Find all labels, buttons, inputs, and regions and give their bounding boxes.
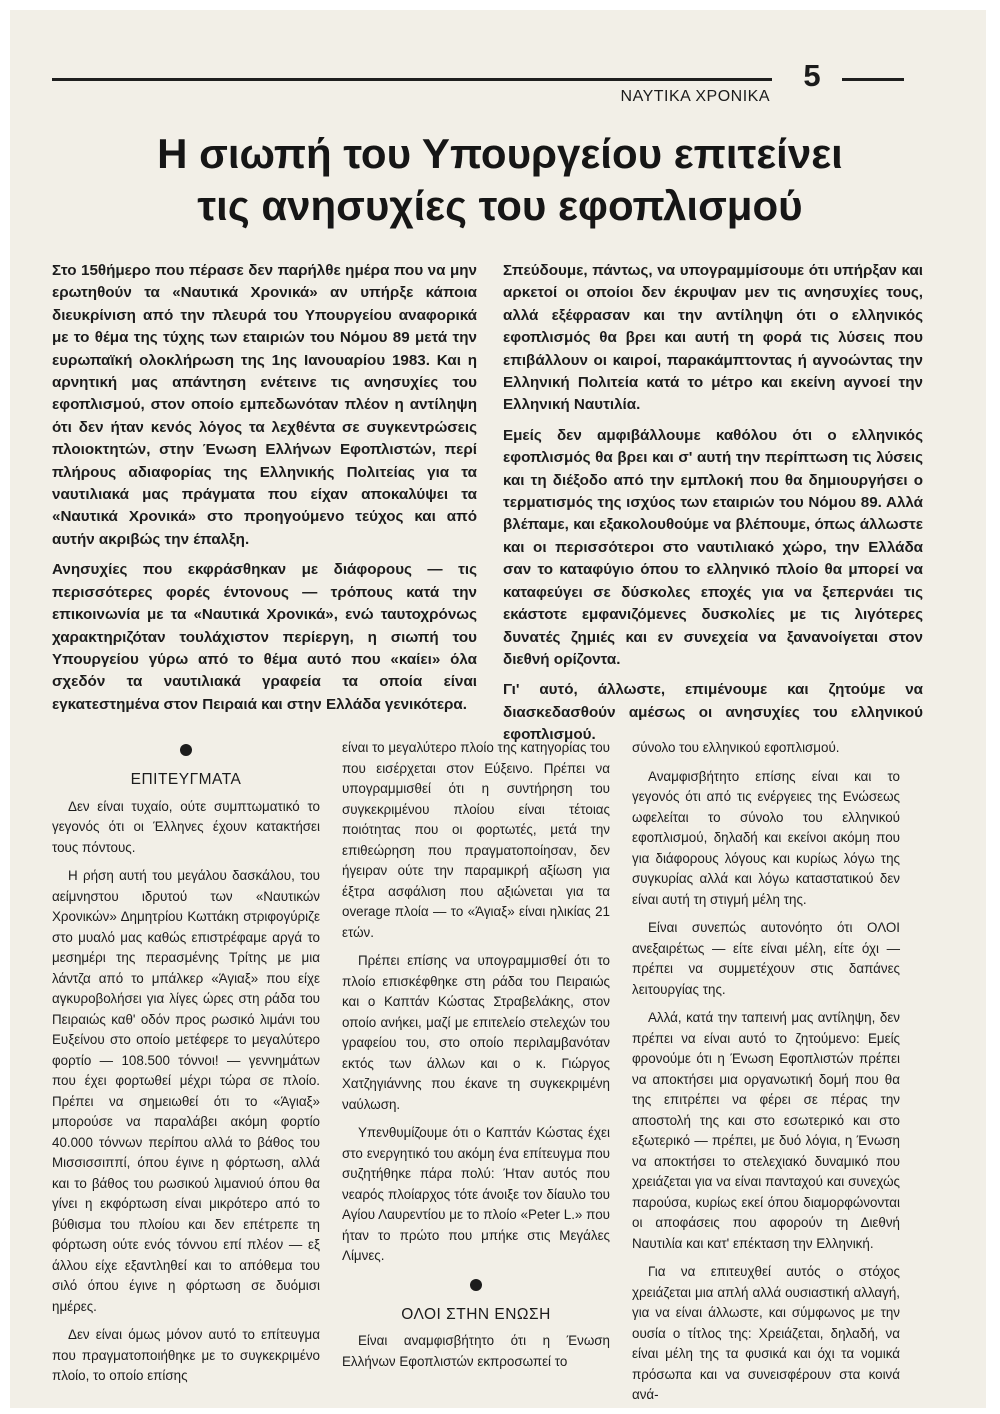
column-2-paragraph: Πρέπει επίσης να υπογραμμισθεί ότι το πλοίο επισκέφθηκε στη ράδα του Πειραιώς και ο Καπτάν Κώστας Στραβελάκης, στον οποίο ανήκει, μαζί με επιτελείο στελεχών του γραφείου του, στο οποίο περιλαμβανόταν εκτός των άλλων και ο κ. Γιώργος Χατζηγιάννης που έκανε τη συγκεκριμένη ναύλωση. — [342, 953, 610, 1112]
section-heading-all-in-union: ΟΛΟΙ ΣΤΗΝ ΕΝΩΣΗ — [401, 1305, 551, 1323]
headline-line-1: Η σιωπή του Υπουργείου επιτείνει — [157, 130, 843, 177]
column-3-paragraph: σύνολο του ελληνικού εφοπλισμού. — [632, 740, 840, 755]
column-2-paragraph: Είναι αναμφισβήτητο ότι η Ένωση Ελλήνων Εφοπλιστών εκπροσωπεί το — [342, 1333, 610, 1369]
column-3-paragraph: Αναμφισβήτητο επίσης είναι και το γεγονός ότι από τις ενέργειες της Ενώσεως ωφελείται το σύνολο του ελληνικού εφοπλισμού, δηλαδή και εκείνοι ακόμη που για διάφορους λόγους και κυρίως λόγω της συγκυρίας αλλά και λόγω καταστατικού δεν είναι αυτή τη στιγμή μέλη της. — [632, 768, 900, 907]
article-headline — [60, 128, 940, 232]
intro-left-paragraph: Ανησυχίες που εκφράσθηκαν με διάφορους — τις περισσότερες φορές έντονους — τρόπους κατά την επικοινωνία με τα «Ναυτικά Χρονικά», ενώ ταυτοχρόνως χαρακτηριζόταν τουλάχιστον περίεργη, η σιωπή του Υπουργείου γύρω από το θέμα αυτό που «καίει» όλα σχεδόν τα ναυτιλιακά γραφεία τα οποία είναι εγκατεστημένα στον Πειραιά και στην Ελλάδα γενικότερα. — [52, 561, 477, 713]
intro-column-right — [503, 260, 923, 755]
masthead-rule-right — [842, 78, 904, 81]
intro-right-paragraph: Σπεύδουμε, πάντως, να υπογραμμίσουμε ότι υπήρξαν και αρκετοί οι οποίοι δεν έκρυψαν μεν τις ανησυχίες τους, αλλά εξέφρασαν και την αντίληψη ότι ο ελληνικός εφοπλισμός θα βρει και αυτή τη φορά τις λύσεις που επιβάλλουν οι καιροί, παρακάμπτοντας ή αγνοώντας την Ελληνική Πολιτεία κατά το μέτρο και εκείνη αγνοεί την Ελληνική Ναυτιλία. — [503, 262, 923, 414]
intro-left-paragraph: Στο 15θήμερο που πέρασε δεν παρήλθε ημέρα που να μην ερωτηθούν τα «Ναυτικά Χρονικά» αν υπήρξε κάποια διευκρίνιση από την πλευρά του Υπουργείου αναφορικά με το θέμα της τύχης των εταιριών του Νόμου 89 μετά την ευρωπαϊκή ολοκλήρωση της 1ης Ιανουαρίου 1983. Και η αρνητική μας απάντηση ενέτεινε τις ανησυχίες του εφοπλισμού, στον οποίο εμπεδωνόταν πλέον η αντίληψη ότι δεν ήταν κενός λόγος τα λεχθέντα σε συγκεντρώσεις πλοιοκτητών, στην Ένωση Ελλήνων Εφοπλιστών, περί πλήρους αδιαφορίας της Ελληνικής Πολιτείας για τα ναυτιλιακά μας πράγματα που είχαν αποκαλύψει τα «Ναυτικά Χρονικά» στο προηγούμενο τεύχος και από αυτήν ακριβώς την έπαλξη. — [52, 262, 477, 548]
column-3-paragraph: Αλλά, κατά την ταπεινή μας αντίληψη, δεν πρέπει να είναι αυτό το ζητούμενο: Εμείς φρονούμε ότι η Ένωση Εφοπλιστών πρέπει να αποκτήσει μια οργανωτική δομή που θα της επιτρέπει να φέρει σε πέρας την αποστολή της και στο εσωτερικό και στο εξωτερικό — πρέπει, με δυό λόγια, η Ένωση να αποκτήσει το στελεχιακό δυναμικό που χρειάζεται για να είναι πανταχού και συνεχώς παρούσα, κυρίως εκεί όπου διαμορφώνονται οι αποφάσεις που αφορούν τη Διεθνή Ναυτιλία και κατ' επέκταση την Ελληνική. — [632, 1010, 900, 1251]
column-1-paragraph: Δεν είναι όμως μόνον αυτό το επίτευγμα που πραγματοποιήθηκε με το συγκεκριμένο πλοίο, το οποίο επίσης — [52, 1327, 320, 1383]
column-3-paragraph: Είναι συνεπώς αυτονόητο ότι ΟΛΟΙ ανεξαιρέτως — είτε είναι μέλη, είτε όχι — πρέπει να συμμετέχουν στις δαπάνες λειτουργίας της. — [632, 920, 900, 997]
section-heading-achievements: ΕΠΙΤΕΥΓΜΑΤΑ — [130, 771, 242, 788]
column-2-paragraph: Υπενθυμίζουμε ότι ο Καπτάν Κώστας έχει στο ενεργητικό του ακόμη ένα επίτευγμα που συζητήθηκε πάρα πολύ: Ήταν αυτός που νεαρός πλοίαρχος τότε άνοιξε τον δίαυλο του Αγίου Λαυρεντίου με το πλοίο «Peter L.» που ήταν το πρώτο που μπήκε στις Μεγάλες Λίμνες. — [342, 1125, 610, 1263]
column-3 — [632, 738, 900, 1414]
column-1-paragraph: Δεν είναι τυχαίο, ούτε συμπτωματικό το γεγονός ότι οι Έλληνες έχουν κατακτήσει τους πόντους. — [52, 798, 320, 855]
column-2-paragraph: είναι το μεγαλύτερο πλοίο της κατηγορίας του που εισέρχεται στον Εύξεινο. Πρέπει να υπογραμμισθεί ότι η συντήρηση του συγκεκριμένου πλοίου είναι τέτοιας ποιότητας που οι φορτωτές, μετά την επιθεώρηση που πραγματοποίησαν, δεν ήγειραν ούτε την παραμικρή αξίωση για έξτρα ασφάλιση που αξιώνεται για τα overage πλοία — το «Άγιαξ» είναι ηλικίας 21 ετών. — [342, 740, 610, 940]
column-1 — [52, 738, 320, 1395]
headline-line-2: τις ανησυχίες του εφοπλισμού — [197, 182, 803, 229]
newspaper-name: ΝΑΥΤΙΚΑ ΧΡΟΝΙΚΑ — [620, 88, 770, 105]
intro-right-paragraph: Γι' αυτό, άλλωστε, επιμένουμε και ζητούμε να διασκεδασθούν αμέσως οι ανησυχίες του ελληνικού εφοπλισμού. — [503, 681, 923, 744]
section-bullet — [180, 744, 192, 756]
intro-column-left — [52, 260, 477, 724]
section-bullet — [470, 1279, 482, 1291]
intro-right-paragraph: Εμείς δεν αμφιβάλλουμε καθόλου ότι ο ελληνικός εφοπλισμός θα βρει και σ' αυτή την περίπτωση τις λύσεις και τη διέξοδο από την εμπλοκή που θα δημιουργήσει ο τερματισμός της ισχύος των εταιριών του Νόμου 89. Αλλά βλέπαμε, και εξακολουθούμε να βλέπουμε, όπως άλλωστε και οι περισσότεροι στο ναυτιλιακό χώρο, την Ελλάδα σαν το καταφύγιο όπου το ελληνικό πλοίο θα μπορεί να καταφεύγει σε δύσκολες εποχές για να ξεπερνάει τις εκάστοτε εμφανιζόμενες δυσκολίες με τις λιγότερες δυνατές ζημιές και εν συνεχεία να ξανανοίγεται στον διεθνή ορίζοντα. — [503, 426, 923, 668]
column-2 — [342, 738, 610, 1380]
page-number: 5 — [803, 58, 821, 93]
column-1-paragraph: Η ρήση αυτή του μεγάλου δασκάλου, του αείμνηστου ιδρυτού των «Ναυτικών Χρονικών» Δημητρίου Κωττάκη στριφογύριζε στο μυαλό μας καθώς επιστρέφαμε αργά το μεσημέρι της περασμένης Τρίτης με μια λάντζα από το μπάλκερ «Άγιαξ» που είχε αγκυροβολήσει για λίγες ώρες στη ράδα του Πειραιώς καθ' οδόν προς ρωσικό λιμάνι του Ευξείνου στο οποίο μετέφερε το μεγαλύτερο φορτίο — 108.500 τόννοι! — γεννημάτων που έχει φορτωθεί μέχρι τώρα σε πλοίο. Πρέπει να σημειωθεί ότι το «Άγιαξ» μπορούσε να παραλάβει ακόμη φορτίο 40.000 τόννων περίπου αλλά το βάθος του Μισσισσιππί, όπου έγινε η φόρτωση, αλλά και το βάθος του ρωσικού λιμανιού όπου θα γίνει η εκφόρτωση είναι μικρότερο από το βύθισμα του πλοίου και δεν επέτρεπε τη φόρτωση ούτε ενός τόννου επί πλέον — εξ άλλου είχε εξαντληθεί και το απόθεμα του σιλό όπου έγινε η φόρτωση σε δυόμισι ημέρες. — [52, 868, 320, 1314]
masthead-rule-left — [52, 78, 772, 81]
column-3-paragraph: Για να επιτευχθεί αυτός ο στόχος χρειάζεται μια απλή αλλά ουσιαστική αλλαγή, για να είναι άλλωστε, και σύμφωνος με την ουσία ο τίτλος της: Χρειάζεται, δηλαδή, να είναι μέλη της τα φυσικά και όχι τα νομικά πρόσωπα και να συνεισφέρουν στα κοινά ανά- — [632, 1264, 900, 1402]
